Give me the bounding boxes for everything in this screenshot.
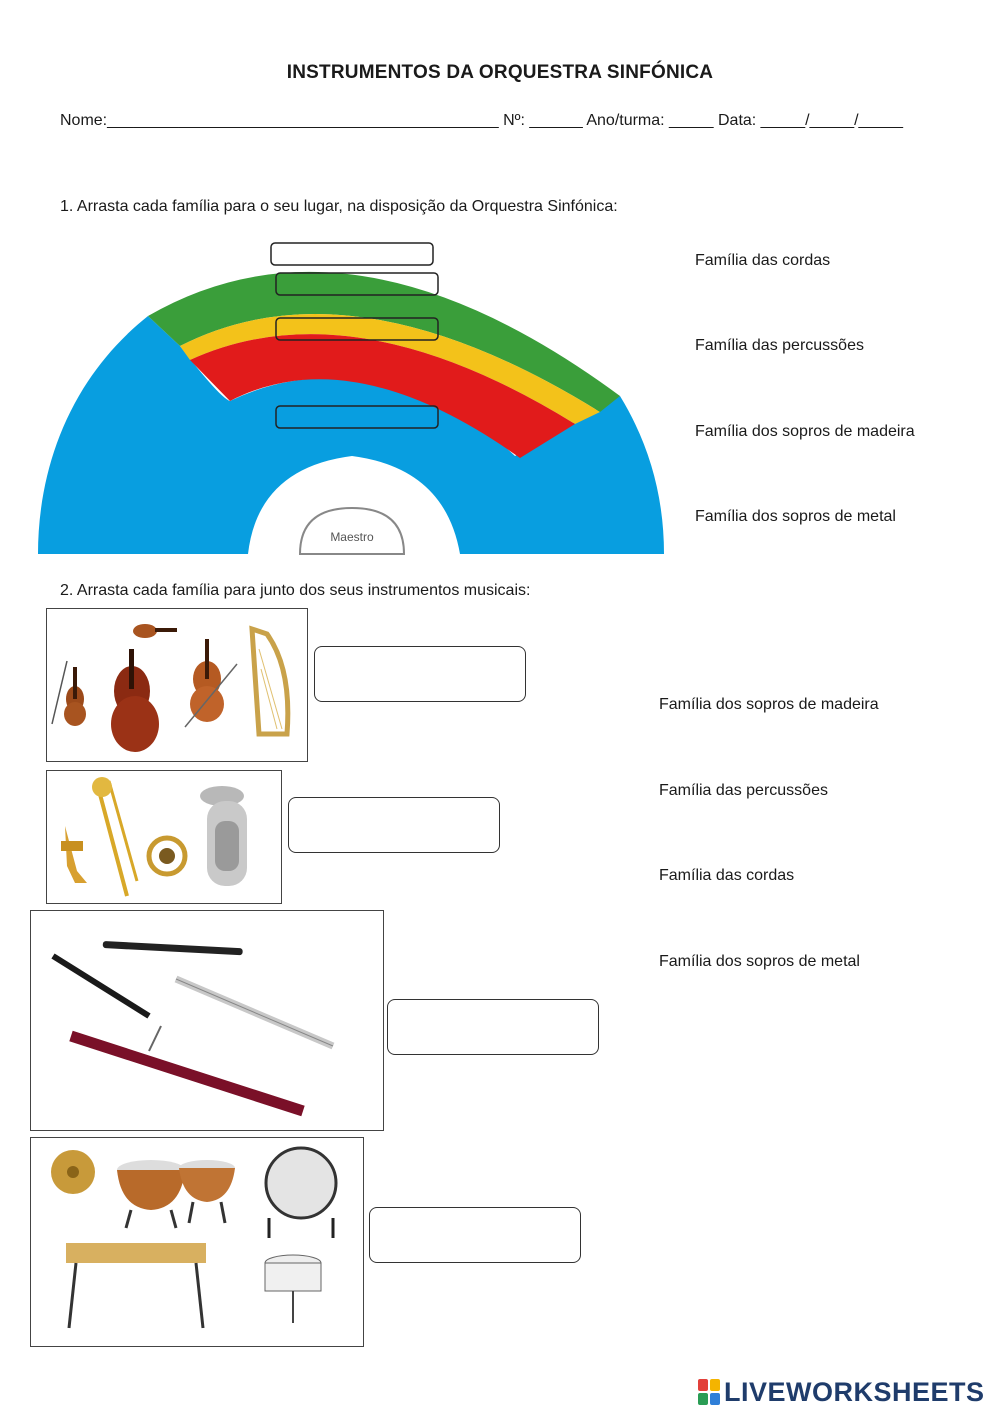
double-bass-icon bbox=[111, 649, 159, 752]
liveworksheets-logo bbox=[698, 1374, 985, 1410]
q1-option-sopros-madeira[interactable]: Família dos sopros de madeira bbox=[695, 423, 915, 440]
harp-icon bbox=[252, 629, 288, 734]
q2-option-cordas[interactable]: Família das cordas bbox=[659, 867, 795, 884]
maestro-label: Maestro bbox=[330, 530, 374, 544]
q2-dropzone-woodwind[interactable] bbox=[387, 999, 599, 1055]
woodwind-instruments-image bbox=[30, 910, 384, 1131]
snare-drum-icon bbox=[265, 1255, 321, 1323]
french-horn-icon bbox=[149, 838, 185, 874]
question-1-prompt: 1. Arrasta cada família para o seu lugar, na disposição da Orquestra Sinfónica: bbox=[60, 198, 618, 215]
q2-option-sopros-madeira[interactable]: Família dos sopros de madeira bbox=[659, 696, 879, 713]
timpani-icon bbox=[117, 1160, 185, 1228]
xylophone-icon bbox=[66, 1243, 206, 1328]
q1-option-sopros-metal[interactable]: Família dos sopros de metal bbox=[695, 508, 896, 525]
q2-dropzone-brass[interactable] bbox=[288, 797, 500, 853]
q2-option-percussoes[interactable]: Família das percussões bbox=[659, 782, 828, 799]
violin-icon bbox=[133, 624, 177, 638]
student-info-line: Nome:____________________________________________ Nº: ______ Ano/turma: _____ Data: _____/_____/_____ bbox=[60, 112, 904, 129]
trombone-icon bbox=[92, 777, 137, 896]
cymbal-icon bbox=[51, 1150, 95, 1194]
clarinet-icon bbox=[103, 941, 243, 955]
strings-instruments-image bbox=[46, 608, 308, 762]
question-2-prompt: 2. Arrasta cada família para junto dos seus instrumentos musicais: bbox=[60, 582, 531, 599]
orchestra-layout-diagram bbox=[30, 228, 670, 563]
cello-icon bbox=[185, 639, 237, 727]
logo-text: LIVEWORKSHEETS bbox=[724, 1376, 985, 1407]
timpani-icon bbox=[179, 1160, 235, 1223]
brass-instruments-image bbox=[46, 770, 282, 904]
dropzone-percussion[interactable] bbox=[271, 243, 433, 265]
worksheet-title: INSTRUMENTOS DA ORQUESTRA SINFÓNICA bbox=[286, 62, 714, 83]
oboe-icon bbox=[53, 956, 149, 1016]
q1-option-cordas[interactable]: Família das cordas bbox=[695, 252, 831, 269]
q2-option-sopros-metal[interactable]: Família dos sopros de metal bbox=[659, 953, 860, 970]
bassoon-icon bbox=[71, 1026, 303, 1111]
violin-icon bbox=[52, 661, 86, 726]
q2-dropzone-strings[interactable] bbox=[314, 646, 526, 702]
bass-drum-icon bbox=[266, 1148, 336, 1238]
percussion-instruments-image bbox=[30, 1137, 364, 1347]
tuba-icon bbox=[200, 786, 247, 886]
logo-icon bbox=[698, 1379, 720, 1405]
q1-option-percussoes[interactable]: Família das percussões bbox=[695, 337, 864, 354]
flute-icon bbox=[176, 979, 333, 1046]
trumpet-icon bbox=[61, 826, 87, 883]
q2-dropzone-percussion[interactable] bbox=[369, 1207, 581, 1263]
